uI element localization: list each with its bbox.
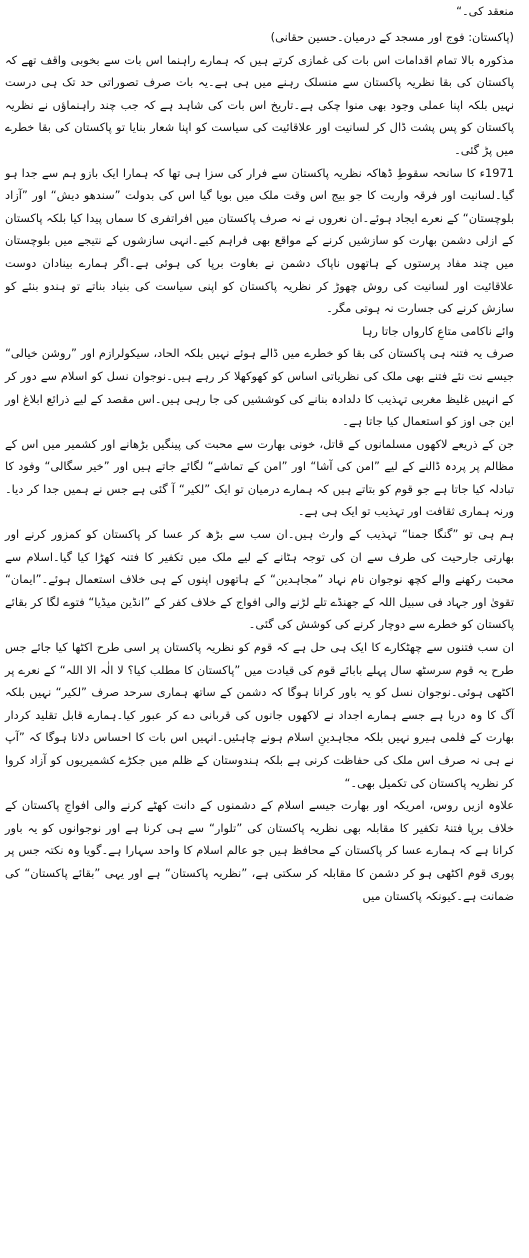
article-paragraph: صرف یہ فتنہ ہی پاکستان کی بقا کو خطرے میں ڈالے ہوئے نہیں بلکہ الحاد، سیکولرازم اور ”روشن خیالی“ جیسے نت نئے فتنے بھی ملک کی نظریاتی اساس کو کھوکھلا کر رہے ہیں۔نوجوان نسل کو اسلام سے دور کر کے انہیں غلیظ مغربی تہذیب کا دلدادہ بنانے کی کوششیں کی جا رہی ہیں۔اس مقصد کے لیے ذرائع ابلاغ اور این جی اوز کو استعمال کیا جاتا ہے۔ [5, 346, 514, 429]
quote-closing-fragment: منعقد کی۔“ [456, 4, 514, 18]
verse-line: وائے ناکامی متاعِ کارواں جاتا رہا [362, 323, 514, 338]
article-paragraph: 1971ء کا سانحہ سقوطِ ڈھاکہ نظریہ پاکستان سے فرار کی سزا ہی تھا کہ ہمارا ایک بازو ہم سے جدا ہو گیا۔لسانیت اور فرقہ واریت کا جو بیج اس وقت ملک میں بویا گیا اس کی بدولت ”سندھو دیش“ اور ”آزاد بلوچستان“ کے نعرے ایجاد ہوئے۔ان نعروں نے نہ صرف پاکستان میں افراتفری کا سماں پیدا کیا بلکہ پاکستان کے ازلی دشمن بھارت کو سازشیں کرنے کے مواقع بھی فراہم کیے۔انہی سازشوں کے نتیجے میں بلوچستان میں چند مفاد پرستوں کے ہاتھوں ناپاک دشمن نے بغاوت برپا کی ہوئی ہے۔اگر ہمارے بینادان دوست علاقائیت اور لسانیت کی روش چھوڑ کر نظریہ پاکستان کو اپنی سیاست کی بنیاد بناتے تو ہندو بنئے کو سازش کرنے کی جسارت نہ ہوتی مگر۔ [5, 165, 514, 316]
article-paragraph: مذکورہ بالا تمام اقدامات اس بات کی غمازی کرتے ہیں کہ ہمارے راہنما اس بات سے بخوبی واقف تھے کہ پاکستان کی بقا نظریہ پاکستان سے منسلک رہنے میں ہی ہے۔یہ بات صرف تصوراتی حد تک ہی درست نہیں بلکہ اپنا عملی وجود بھی منوا چکی ہے۔تاریخ اس بات کی شاہد ہے کہ جب چند راہنماؤں نے نظریہ پاکستان کو پس پشت ڈال کر لسانیت اور علاقائیت کی سیاست کو اپنا شعار بنایا تو پاکستان کی بقا خطرے میں پڑ گئی۔ [5, 52, 514, 157]
article-paragraph: علاوہ ازیں روس، امریکہ اور بھارت جیسے اسلام کے دشمنوں کے دانت کھٹے کرنے والی افواجِ پاکستان کے خلاف برپا فتنۂ تکفیر کا مقابلہ بھی نظریہ پاکستان کی ”تلوار“ سے ہی کرنا ہے اور نوجوانوں کو یہ باور کرانا ہے کہ ہمارے عسا کر پاکستان کے محافظ ہیں جو عالم اسلام کا واحد سہارا ہے۔گویا وہ نکتہ جس پر پوری قوم اکٹھی ہو کر دشمن کا مقابلہ کر سکتی ہے، ”نظریہ پاکستان“ ہے اور یہی ”بقائے پاکستان“ کی ضمانت ہے۔کیونکہ پاکستان میں [5, 798, 514, 903]
article-paragraph: جن کے ذریعے لاکھوں مسلمانوں کے قاتل، خونی بھارت سے محبت کی پینگیں بڑھانے اور کشمیر میں اس کے مظالم پر پردہ ڈالنے کے لیے ”امن کی آشا“ اور ”امن کے تماشے“ لگائے جاتے ہیں اور ”خیر سگالی“ وفود کا تبادلہ کیا جاتا ہے جو قوم کو بتاتے ہیں کہ ہمارے درمیان تو ایک ”لکیر“ آ گئی ہے جس نے ہمیں جدا کر دیا۔ورنہ ہماری ثقافت اور تہذیب تو ایک ہی ہے۔ [5, 436, 514, 519]
article-paragraph: ان سب فتنوں سے چھٹکارے کا ایک ہی حل ہے کہ قوم کو نظریہ پاکستان پر اسی طرح اکٹھا کیا جائے جس طرح یہ قوم سرسٹھ سال پہلے بابائے قوم کی قیادت میں ”پاکستان کا مطلب کیا؟ لا الٰہ الا اللہ“ کے نعرے پر اکٹھی ہوئی۔نوجوان نسل کو یہ باور کرانا ہوگا کہ دشمن کے ساتھ ہماری سرحد صرف ”لکیر“ نہیں بلکہ آگ کا وہ دریا ہے جسے ہمارے اجداد نے لاکھوں جانوں کی قربانی دے کر عبور کیا۔ہمارے قابل تقلید کردار بھارت کے فلمی ہیرو نہیں بلکہ مجاہدینِ اسلام ہونے چاہئیں۔انہیں اس بات کا احساس دلانا ہوگا کہ ”آپ نے ہی نہ صرف اس ملک کی حفاظت کرنی ہے بلکہ ہندوستان کے ظلم میں جکڑے کشمیریوں کو آزاد کروا کر نظریہ پاکستان کی تکمیل بھی۔“ [5, 640, 514, 790]
source-citation: (پاکستان: فوج اور مسجد کے درمیان۔حسین حقانی) [270, 30, 514, 44]
article-paragraph: ہم ہی تو ”گنگا جمنا“ تہذیب کے وارث ہیں۔ان سب سے بڑھ کر عسا کر پاکستان کو کمزور کرنے اور بھارتی جارحیت کی طرف سے ان کی توجہ ہٹانے کے لیے ملک میں تکفیر کا فتنہ کھڑا کیا گیا۔اسلام سے محبت رکھنے والے کچھ نوجوان نام نہاد ”مجاہدین“ کے ہاتھوں اپنوں کے ہی خلاف استعمال ہوئے۔”ایمان“ تقویٰ اور جہاد فی سبیل اللہ کے جھنڈے تلے لڑنے والی افواج کے خلاف کفر کے ”انڈین میڈیا“ فتوے لگا کر بقائے پاکستان کو خطرے سے دوچار کرنے کی کوشش کی گئی۔ [5, 527, 514, 632]
